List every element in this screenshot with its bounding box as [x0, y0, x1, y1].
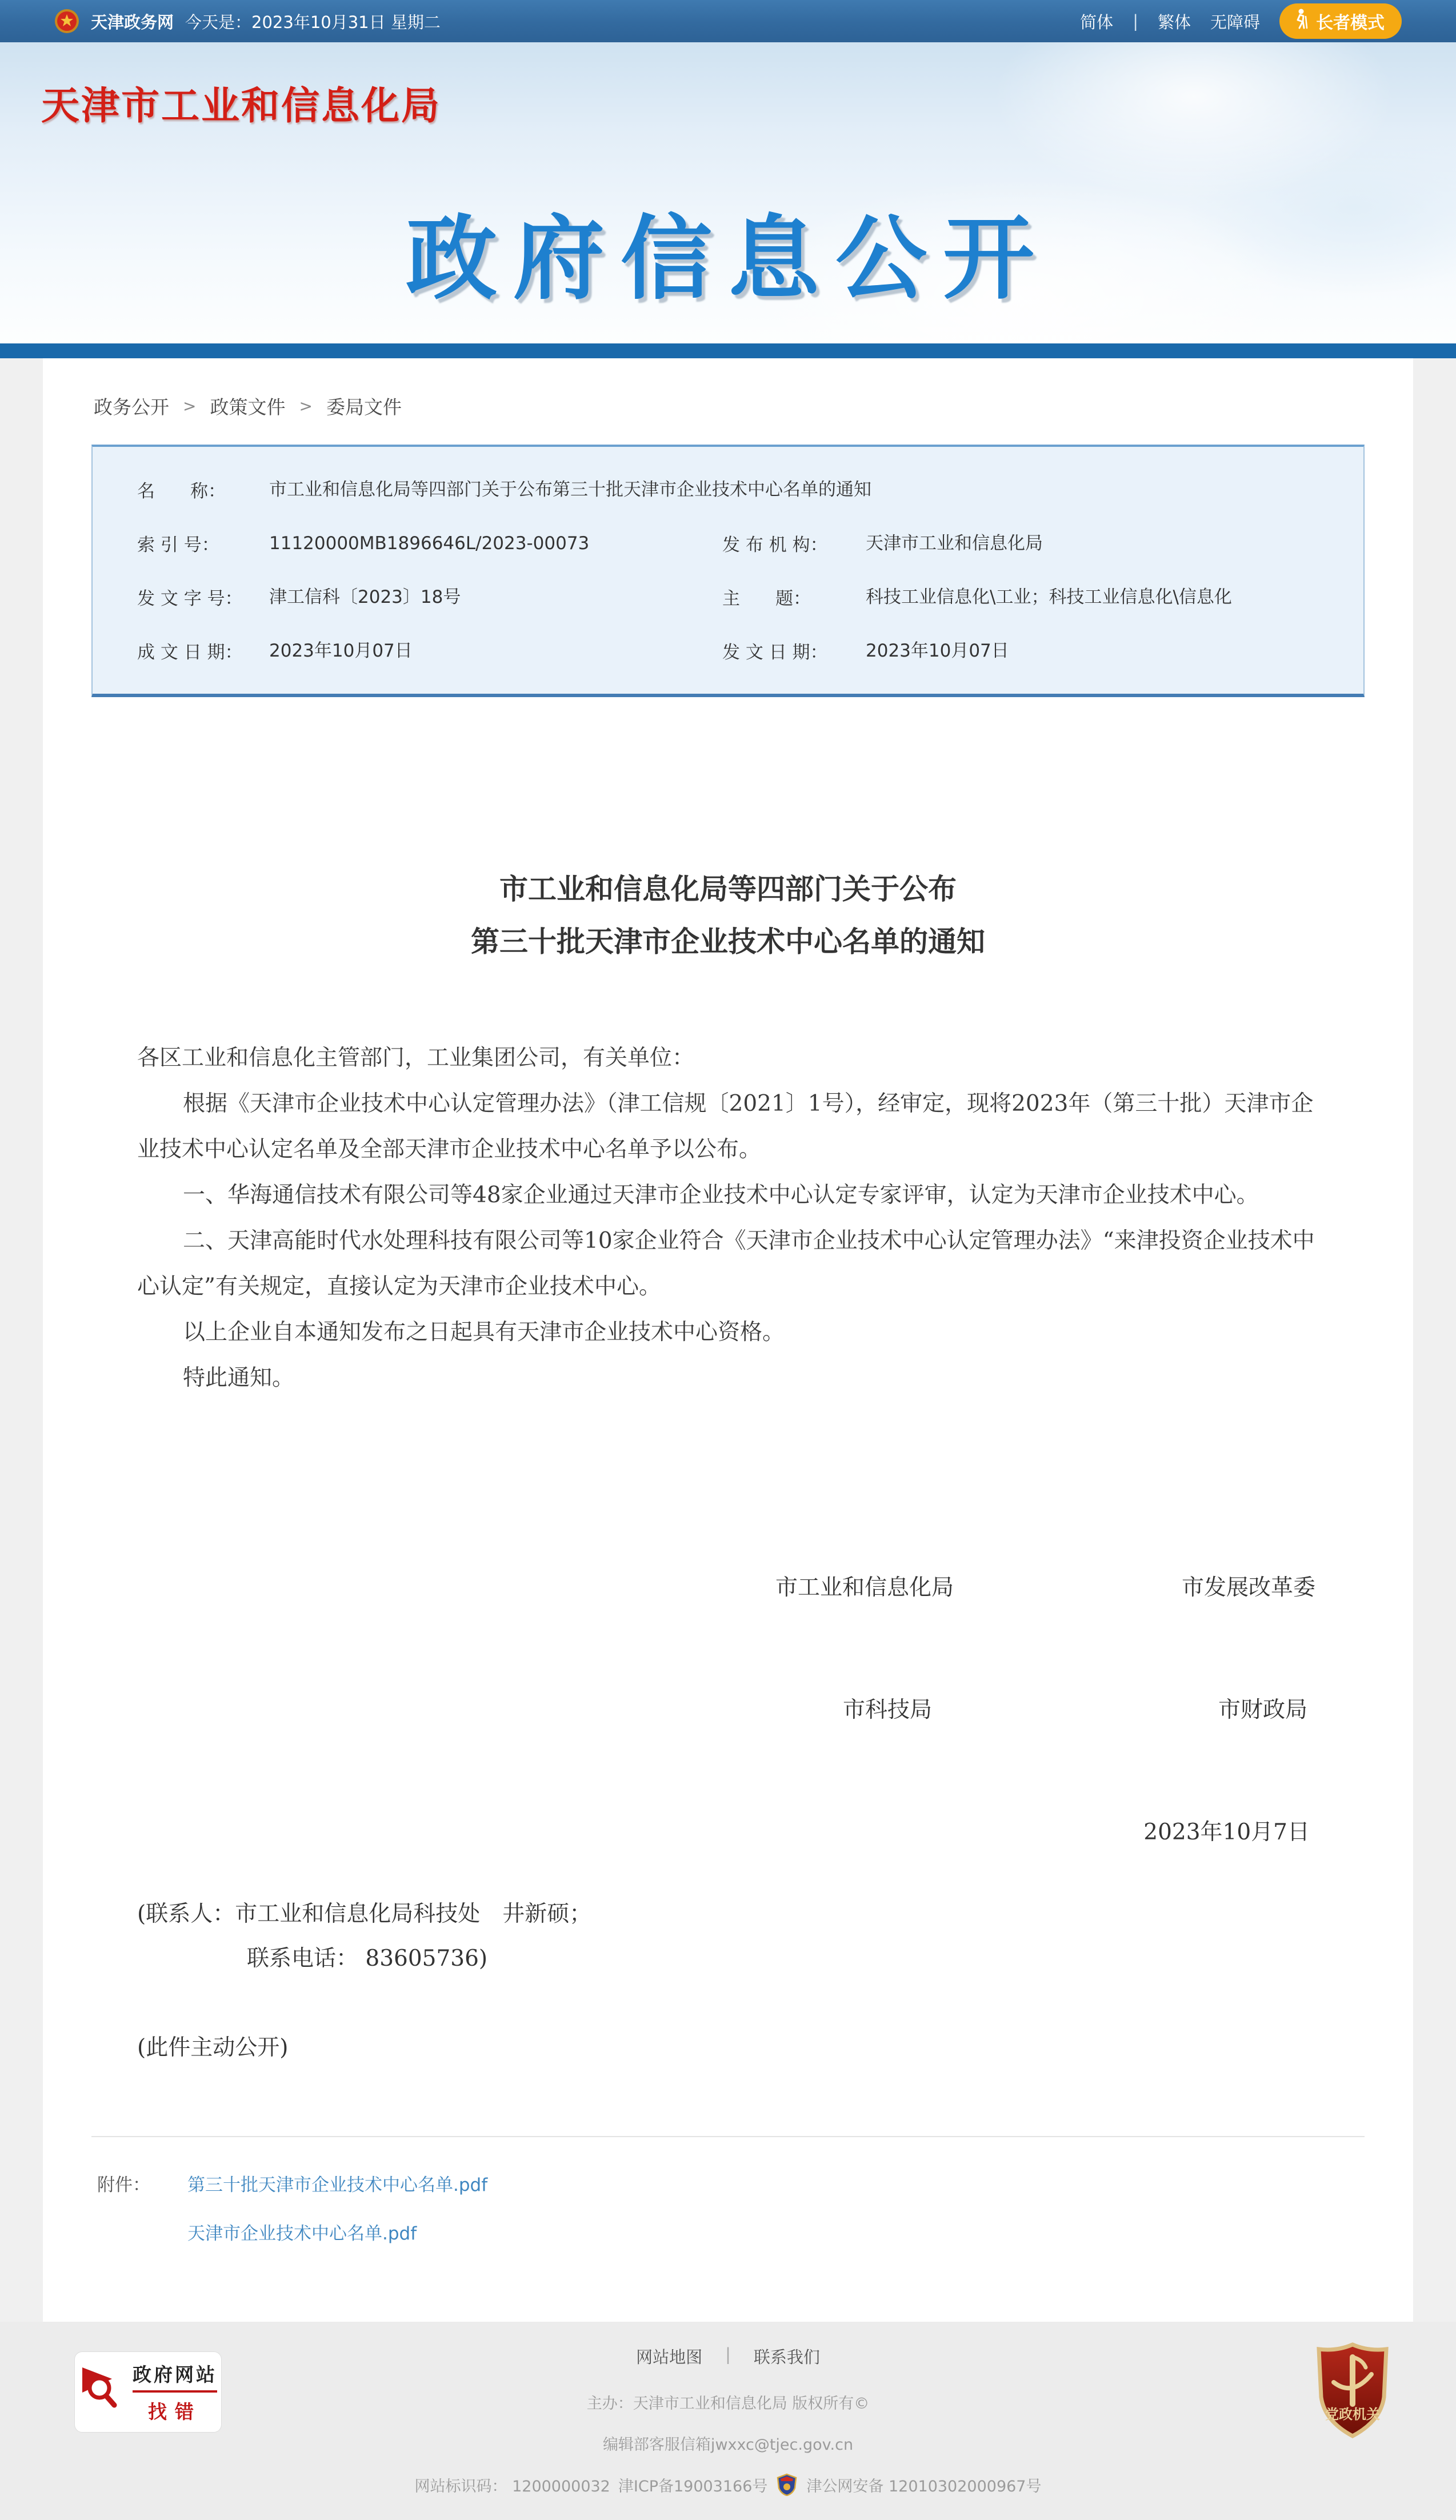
site-name-link[interactable]: 天津政务网 [91, 12, 174, 32]
meta-docno-label: 发 文 字 号： [137, 589, 243, 609]
topbar [0, 0, 1456, 42]
gov-site-find-error-badge[interactable] [74, 2351, 222, 2433]
attachments-label: 附件： [97, 2175, 150, 2195]
party-badge-label: 党政机关 [1325, 2406, 1380, 2422]
party-government-badge[interactable] [1313, 2342, 1392, 2438]
today-date: 今天是：2023年10月31日 星期二 [185, 12, 441, 32]
attachment-link-pdf-1[interactable]: 第三十批天津市企业技术中心名单.pdf [187, 2175, 488, 2195]
banner [0, 42, 1456, 343]
signature-date: 2023年10月7日 [1143, 1819, 1310, 1845]
sitemap-link[interactable]: 网站地图 [636, 2347, 703, 2367]
contact-person-line: (联系人：市工业和信息化局科技处 井新硕； [137, 1901, 592, 1927]
paragraph: 以上企业自本通知发布之日起具有天津市企业技术中心资格。 [183, 1319, 785, 1345]
footer-host-line: 主办：天津市工业和信息化局 版权所有© [586, 2395, 870, 2413]
signature-row [775, 1692, 1315, 1724]
footer-record-line [0, 2473, 1456, 2496]
paragraph: 二、天津高能时代水处理科技有限公司等10家企业符合《天津市企业技术中心认定管理办法》“来津投资企业技术中心认定”有关规定，直接认定为天津市企业技术中心。 [137, 1228, 1315, 1299]
attachment-links [187, 2170, 487, 2267]
topbar-right [1080, 3, 1402, 39]
find-error-flag-magnifier-icon [79, 2364, 123, 2421]
meta-written-date-label: 成 文 日 期： [137, 642, 243, 663]
signature-org: 市科技局 [843, 1697, 933, 1723]
page-title: 政府信息公开 [405, 205, 1050, 312]
signature-block [775, 1570, 1315, 1846]
document-text [137, 1035, 1319, 1401]
police-badge-icon [775, 2473, 798, 2496]
footer-links-separator: | [725, 2345, 731, 2364]
document-title-line1: 市工业和信息化局等四部门关于公布 [499, 873, 957, 906]
breadcrumb-item-weijuwenjian[interactable]: 委局文件 [326, 396, 402, 418]
signature-row [775, 1570, 1315, 1602]
meta-topic-label: 主 题： [722, 589, 811, 609]
meta-written-date-value: 2023年10月07日 [269, 641, 413, 661]
paragraph: 根据《天津市企业技术中心认定管理办法》（津工信规〔2021〕1号），经审定，现将2023年（第三十批）天津市企业技术中心认定名单及全部天津市企业技术中心名单予以公布。 [137, 1091, 1314, 1162]
chevron-right-icon: > [183, 397, 197, 415]
meta-issue-date-value: 2023年10月07日 [866, 641, 1009, 661]
find-error-badge-text [133, 2360, 217, 2424]
salutation: 各区工业和信息化主管部门，工业集团公司，有关单位： [137, 1045, 695, 1071]
attachment-link-pdf-2[interactable]: 天津市企业技术中心名单.pdf [187, 2223, 417, 2244]
icp-record-link[interactable]: 津ICP备19003166号 [618, 2477, 768, 2495]
contact-block [137, 1892, 1319, 2070]
find-error-badge-line1: 政府网站 [133, 2360, 217, 2393]
topbar-separator: | [1133, 11, 1138, 31]
chevron-right-icon: > [299, 397, 313, 415]
meta-issuer-label: 发 布 机 构： [722, 535, 828, 555]
document-title [137, 863, 1319, 968]
lang-simplified-link[interactable]: 简体 [1080, 12, 1114, 32]
attachments-section [91, 2136, 1365, 2267]
footer-email-line: 编辑部客服信箱jwxxc@tjec.gov.cn [602, 2436, 854, 2454]
contact-phone-line: 联系电话： 83605736) [247, 1946, 488, 1971]
paragraph: 特此通知。 [183, 1365, 295, 1391]
banner-divider-bar [0, 343, 1456, 358]
document-title-line2: 第三十批天津市企业技术中心名单的通知 [471, 925, 985, 958]
breadcrumb-item-zhengwugongkai[interactable]: 政务公开 [94, 396, 169, 418]
document-body [91, 863, 1365, 2070]
contact-us-link[interactable]: 联系我们 [753, 2347, 820, 2367]
meta-topic-value: 科技工业信息化\工业；科技工业信息化\信息化 [866, 587, 1232, 607]
meta-issue-date-label: 发 文 日 期： [722, 642, 828, 663]
signature-org: 市工业和信息化局 [775, 1575, 954, 1601]
paragraph: 一、华海通信技术有限公司等48家企业通过天津市企业技术中心认定专家评审，认定为天津市企业技术中心。 [183, 1182, 1259, 1208]
breadcrumb-item-zhengcewenjian[interactable]: 政策文件 [210, 396, 286, 418]
topbar-left [54, 9, 441, 34]
proactive-disclosure-note: (此件主动公开) [137, 2035, 289, 2061]
police-record-link[interactable]: 津公网安备 12010302000967号 [806, 2477, 1042, 2495]
meta-index-label: 索 引 号： [137, 535, 219, 555]
national-emblem-icon [54, 9, 79, 34]
signature-org: 市发展改革委 [1181, 1575, 1315, 1601]
meta-issuer-value: 天津市工业和信息化局 [866, 533, 1043, 554]
find-error-badge-line2: 找错 [148, 2401, 202, 2423]
content-card [43, 358, 1413, 2322]
elder-mode-label: 长者模式 [1316, 13, 1385, 33]
elder-icon [1292, 9, 1309, 34]
footer [0, 2322, 1456, 2520]
page-background [0, 358, 1456, 2322]
signature-org: 市财政局 [1218, 1697, 1307, 1723]
elder-mode-button[interactable] [1279, 3, 1402, 39]
meta-name-value: 市工业和信息化局等四部门关于公布第三十批天津市企业技术中心名单的通知 [269, 479, 871, 500]
document-meta-table [91, 445, 1365, 697]
breadcrumb [91, 386, 1365, 445]
bureau-logo-text[interactable]: 天津市工业和信息化局 [41, 83, 441, 128]
site-code-text: 网站标识码： 1200000032 [414, 2477, 610, 2495]
meta-index-value: 11120000MB1896646L/2023-00073 [269, 533, 590, 554]
lang-traditional-link[interactable]: 繁体 [1157, 12, 1191, 32]
meta-docno-value: 津工信科〔2023〕18号 [269, 587, 461, 607]
meta-name-label: 名 称： [137, 481, 226, 502]
accessibility-link[interactable]: 无障碍 [1210, 12, 1260, 32]
